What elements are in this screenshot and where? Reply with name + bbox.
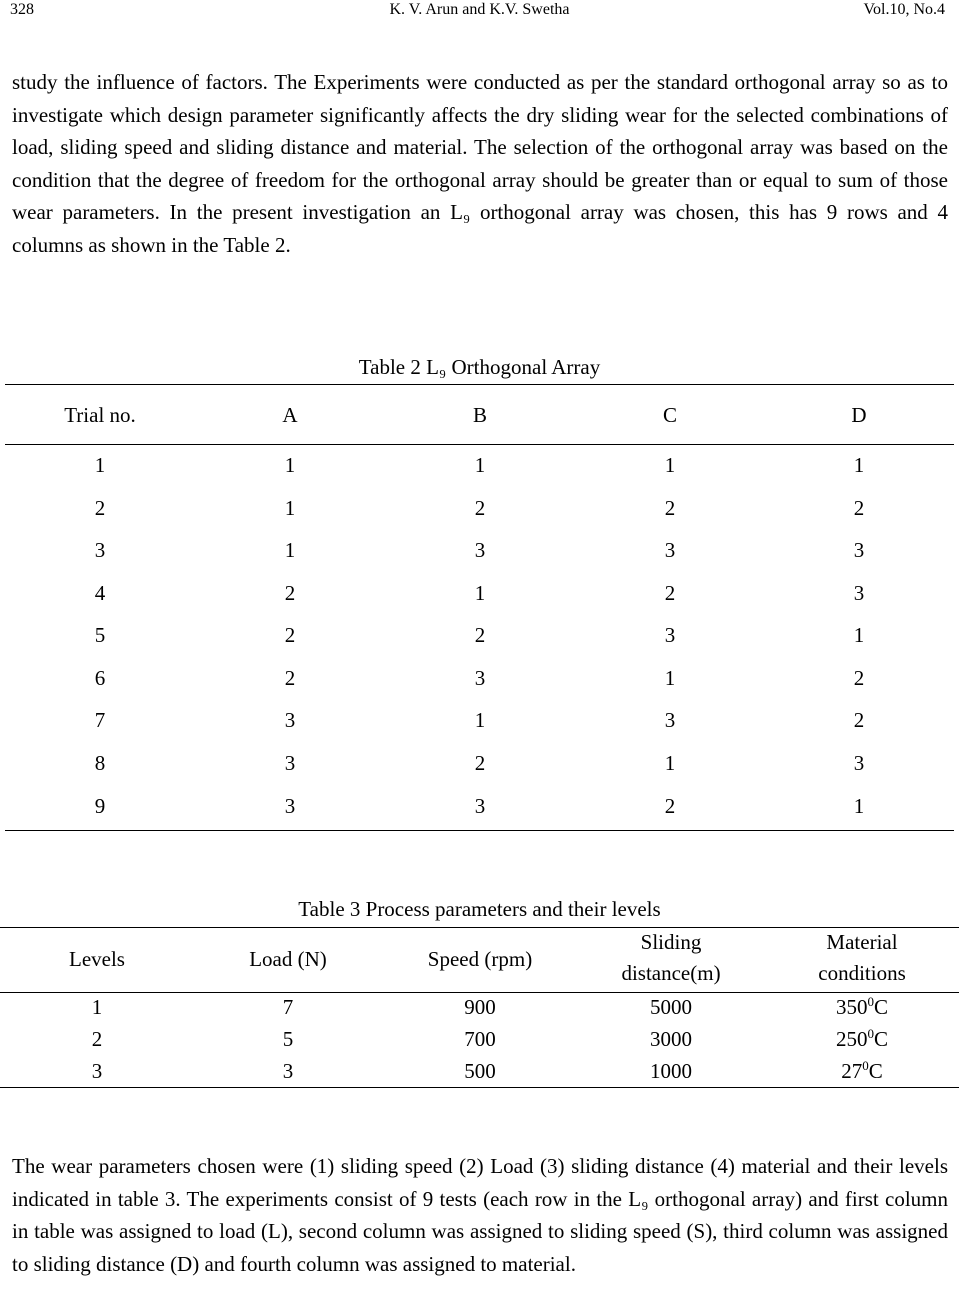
temperature-value: 27 [841,1059,863,1083]
table3-header-rule [0,992,959,993]
table-cell: 700 [464,1027,496,1051]
table-cell: 3 [474,666,486,690]
table-cell: 3 [853,751,865,775]
table-cell: 5 [94,623,106,647]
body-paragraph-2: The wear parameters chosen were (1) sliding speed (2) Load (3) sliding distance (4) material and their levels indicated in table 3. The experiments consist of 9 tests (each row in the L₉ orthogonal array) and first column in table was assigned to load (L), second column was assigned to sliding speed (S), third column was assigned to sliding distance (D) and fourth column was assigned to material. [12,1154,948,1276]
table3-bottom-rule [0,1087,959,1088]
table-cell: 3000 [650,1027,692,1051]
table-cell [762,1026,959,1052]
table-cell: 1 [664,453,676,477]
table2-header-cell: Trial no. [64,403,136,427]
table-cell: 2 [853,666,865,690]
table-cell: 2 [664,794,676,818]
table-cell: 1 [91,995,103,1019]
table-cell: 1 [664,666,676,690]
table-cell: 4 [94,581,106,605]
table-cell: 1 [853,794,865,818]
temperature-unit: C [873,995,888,1019]
table-cell: 1 [474,581,486,605]
table2-header-cell: C [662,403,677,427]
table-cell: 5 [282,1027,294,1051]
table-cell: 8 [94,751,106,775]
table-cell: 2 [664,496,676,520]
table-cell: 3 [853,538,865,562]
table-cell: 2 [474,496,486,520]
table-cell: 2 [664,581,676,605]
body-paragraph-1: study the influence of factors. The Experiments were conducted as per the standard orthogonal array so as to investigate which design parameter significantly affects the dry sliding wear for the selected combinations of load, sliding speed and sliding distance and material. The selection of the orthogonal array was based on the condition that the degree of freedom for the orthogonal array should be greater than or equal to sum of those wear parameters. In the present investigation an L₉ orthogonal array was chosen, this has 9 rows and 4 columns as shown in the Table 2. [12,70,948,257]
table-cell: 3 [284,751,296,775]
table2-header-cell: D [851,403,867,427]
table3-header-line: distance(m) [621,961,721,985]
table2-header-rule [5,444,954,445]
table2-header-cell: B [472,403,487,427]
table-cell: 3 [664,623,676,647]
table-cell: 2 [853,708,865,732]
temperature-value: 350 [835,995,868,1019]
table2-header-cell: A [282,403,298,427]
table-cell: 1 [284,496,296,520]
table-cell: 2 [284,581,296,605]
table-cell: 2 [853,496,865,520]
table-cell: 3 [853,581,865,605]
table-cell: 2 [91,1027,103,1051]
table3-header-cell [571,927,771,989]
table-cell: 7 [94,708,106,732]
temperature-unit: C [873,1027,888,1051]
table-cell [762,994,959,1020]
table-cell: 3 [664,538,676,562]
table2-bottom-rule [5,830,954,831]
temperature-unit: C [868,1059,883,1083]
table-cell: 2 [284,666,296,690]
header-authors: K. V. Arun and K.V. Swetha [389,1,570,18]
table-cell: 3 [474,794,486,818]
table-cell: 5000 [650,995,692,1019]
table-cell: 1 [853,453,865,477]
superscript-zero: 0 [862,1058,869,1073]
header-volume: Vol.10, No.4 [863,1,945,18]
table3-header-line: Material [826,930,898,954]
table-cell: 900 [464,995,496,1019]
table-cell: 2 [94,496,106,520]
table-cell: 1 [474,708,486,732]
table-cell: 1 [853,623,865,647]
table3-header-row [0,930,959,992]
table-cell: 1000 [650,1059,692,1083]
table-cell: 1 [474,453,486,477]
table3-header-line: Sliding [640,930,702,954]
table3-header-cell: Speed (rpm) [427,947,533,971]
table-cell: 6 [94,666,106,690]
table-cell: 3 [474,538,486,562]
table-cell: 500 [464,1059,496,1083]
table3-header-line: conditions [818,961,906,985]
table3-header-cell [762,927,959,989]
table-cell: 1 [94,453,106,477]
table-cell: 3 [282,1059,294,1083]
table-cell: 3 [94,538,106,562]
table-cell: 2 [474,751,486,775]
table2-top-rule [5,384,954,385]
table3-caption: Table 3 Process parameters and their levels [298,897,661,921]
page-number: 328 [10,1,34,18]
temperature-value: 250 [835,1027,868,1051]
table3-header-cell: Levels [69,947,125,971]
table-cell: 3 [284,794,296,818]
table-cell: 2 [284,623,296,647]
table-cell: 1 [284,538,296,562]
table-cell: 7 [282,995,294,1019]
table-cell: 3 [284,708,296,732]
table-cell: 3 [91,1059,103,1083]
table-cell: 3 [664,708,676,732]
superscript-zero: 0 [867,994,874,1009]
running-header [0,0,959,24]
table-cell: 1 [664,751,676,775]
table-cell: 9 [94,794,106,818]
table2-caption: Table 2 L₉ Orthogonal Array [358,355,601,379]
superscript-zero: 0 [867,1026,874,1041]
table-cell: 2 [474,623,486,647]
table-cell: 1 [284,453,296,477]
table-cell [762,1058,959,1084]
table3-header-cell: Load (N) [249,947,327,971]
